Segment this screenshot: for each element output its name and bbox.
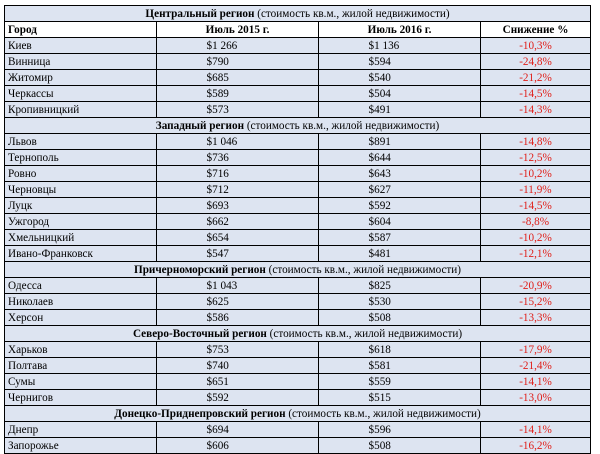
table-row — [5, 390, 591, 406]
price-2016-cell — [319, 182, 481, 198]
region-name: Причерноморский регион — [134, 263, 266, 276]
region-name: Донецко-Приднепровский регион — [114, 407, 286, 420]
price-2015-cell — [157, 374, 319, 390]
decrease-cell: -10,2% — [481, 230, 591, 246]
price-2015: $693 — [206, 199, 229, 212]
city-cell: Черкассы — [5, 86, 157, 102]
decrease-cell: -12,5% — [481, 150, 591, 166]
price-2016: $643 — [368, 167, 391, 180]
city-cell: Черновцы — [5, 182, 157, 198]
city-cell: Одесса — [5, 278, 157, 294]
price-2016: $587 — [368, 231, 391, 244]
price-2016-cell — [319, 294, 481, 310]
price-2016-cell — [319, 150, 481, 166]
price-2016: $559 — [368, 375, 391, 388]
price-2015-cell — [157, 358, 319, 374]
decrease-cell: -13,0% — [481, 390, 591, 406]
city-cell: Ивано-Франковск — [5, 246, 157, 262]
price-2015: $654 — [206, 231, 229, 244]
decrease-cell: -14,3% — [481, 102, 591, 118]
region-title-cell — [5, 406, 591, 422]
region-name: Северо-Восточный регион — [132, 327, 267, 340]
price-2016: $644 — [368, 151, 391, 164]
price-2016-cell — [319, 134, 481, 150]
decrease-cell: -10,3% — [481, 38, 591, 54]
price-2016: $508 — [368, 439, 391, 452]
price-2015-cell — [157, 38, 319, 54]
city-cell: Запорожье — [5, 438, 157, 454]
region-note: (стоимость кв.м., жилой недвижимости) — [266, 327, 463, 340]
table-row — [5, 438, 591, 454]
price-2015-cell — [157, 438, 319, 454]
price-2015-cell — [157, 246, 319, 262]
region-title-cell — [5, 262, 591, 278]
price-2016-cell — [319, 166, 481, 182]
decrease-cell: -14,1% — [481, 374, 591, 390]
decrease-cell: -10,2% — [481, 166, 591, 182]
table-row — [5, 310, 591, 326]
city-cell: Хмельницкий — [5, 230, 157, 246]
decrease-cell: -12,1% — [481, 246, 591, 262]
table-row — [5, 358, 591, 374]
price-2015: $606 — [206, 439, 229, 452]
region-name: Западный регион — [155, 119, 245, 132]
decrease-cell: -13,3% — [481, 310, 591, 326]
city-cell: Житомир — [5, 70, 157, 86]
city-cell: Полтава — [5, 358, 157, 374]
price-2015: $1 266 — [206, 39, 238, 52]
decrease-cell: -20,9% — [481, 278, 591, 294]
price-2015-cell — [157, 390, 319, 406]
price-2015-cell — [157, 70, 319, 86]
price-2016: $594 — [368, 55, 391, 68]
price-2016: $618 — [368, 343, 391, 356]
price-2015: $685 — [206, 71, 229, 84]
region-title-row — [5, 6, 591, 22]
price-2015-cell — [157, 134, 319, 150]
table-row — [5, 166, 591, 182]
price-2016: $515 — [368, 391, 391, 404]
table-row — [5, 150, 591, 166]
price-table — [4, 5, 591, 454]
table-row — [5, 102, 591, 118]
price-2015: $662 — [206, 215, 229, 228]
price-2015-cell — [157, 342, 319, 358]
decrease-cell: -16,2% — [481, 438, 591, 454]
city-cell: Кропивницкий — [5, 102, 157, 118]
table-row — [5, 214, 591, 230]
price-2016-cell — [319, 54, 481, 70]
region-note: (стоимость кв.м., жилой недвижимости) — [285, 407, 481, 420]
price-2015: $651 — [206, 375, 229, 388]
price-2015-cell — [157, 86, 319, 102]
decrease-cell: -11,9% — [481, 182, 591, 198]
price-2016-cell — [319, 86, 481, 102]
price-2015: $753 — [206, 343, 229, 356]
price-2016-cell — [319, 38, 481, 54]
decrease-cell: -24,8% — [481, 54, 591, 70]
price-2015: $790 — [206, 55, 229, 68]
price-2015-cell — [157, 278, 319, 294]
price-2016-cell — [319, 198, 481, 214]
price-2015: $740 — [206, 359, 229, 372]
city-cell: Тернополь — [5, 150, 157, 166]
city-cell: Николаев — [5, 294, 157, 310]
price-2015: $547 — [206, 247, 229, 260]
price-2015: $1 043 — [206, 279, 238, 292]
city-cell: Винница — [5, 54, 157, 70]
price-2015-cell — [157, 182, 319, 198]
price-2016-cell — [319, 246, 481, 262]
price-2015-cell — [157, 198, 319, 214]
price-2015: $589 — [206, 87, 229, 100]
price-2015: $592 — [206, 391, 229, 404]
region-title-cell — [5, 6, 591, 22]
header-july-2016: Июль 2016 г. — [319, 22, 481, 38]
city-cell: Киев — [5, 38, 157, 54]
price-2016-cell — [319, 310, 481, 326]
table-row — [5, 38, 591, 54]
region-title-row — [5, 118, 591, 134]
table-row — [5, 230, 591, 246]
decrease-cell: -8,8% — [481, 214, 591, 230]
decrease-cell: -21,4% — [481, 358, 591, 374]
price-2016: $825 — [368, 279, 391, 292]
city-cell: Сумы — [5, 374, 157, 390]
decrease-cell: -14,8% — [481, 134, 591, 150]
decrease-cell: -17,9% — [481, 342, 591, 358]
table-row — [5, 342, 591, 358]
price-2015-cell — [157, 230, 319, 246]
decrease-cell: -14,5% — [481, 198, 591, 214]
city-cell: Херсон — [5, 310, 157, 326]
price-2016-cell — [319, 342, 481, 358]
price-2016: $504 — [368, 87, 391, 100]
price-2016-cell — [319, 438, 481, 454]
price-2016: $540 — [368, 71, 391, 84]
table-row — [5, 54, 591, 70]
table-row — [5, 374, 591, 390]
price-2015-cell — [157, 310, 319, 326]
region-title-cell — [5, 118, 591, 134]
price-2016: $627 — [368, 183, 391, 196]
column-header-row — [5, 22, 591, 38]
price-2016: $530 — [368, 295, 391, 308]
header-decrease: Снижение % — [481, 22, 591, 38]
price-2015: $1 046 — [206, 135, 238, 148]
price-2015: $625 — [206, 295, 229, 308]
region-title-row — [5, 326, 591, 342]
decrease-cell: -15,2% — [481, 294, 591, 310]
price-2015-cell — [157, 214, 319, 230]
table-row — [5, 278, 591, 294]
region-note: (стоимость кв.м., жилой недвижимости) — [265, 263, 462, 276]
city-cell: Харьков — [5, 342, 157, 358]
price-2016-cell — [319, 230, 481, 246]
price-2016: $508 — [368, 311, 391, 324]
region-title-cell — [5, 326, 591, 342]
city-cell: Чернигов — [5, 390, 157, 406]
price-2016-cell — [319, 358, 481, 374]
price-2015: $712 — [206, 183, 229, 196]
price-2016-cell — [319, 278, 481, 294]
price-2016: $596 — [368, 423, 391, 436]
table-row — [5, 182, 591, 198]
price-2016-cell — [319, 102, 481, 118]
region-name: Центральный регион — [145, 7, 255, 20]
table-row — [5, 70, 591, 86]
price-2015: $736 — [206, 151, 229, 164]
decrease-cell: -21,2% — [481, 70, 591, 86]
price-2015: $586 — [206, 311, 229, 324]
price-2015-cell — [157, 54, 319, 70]
price-2015-cell — [157, 166, 319, 182]
header-city: Город — [5, 22, 157, 38]
price-2016-cell — [319, 374, 481, 390]
region-note: (стоимость кв.м., жилой недвижимости) — [244, 119, 440, 132]
price-2015: $694 — [206, 423, 229, 436]
city-cell: Днепр — [5, 422, 157, 438]
region-title-row — [5, 262, 591, 278]
price-2016: $1 136 — [368, 39, 400, 52]
table-row — [5, 294, 591, 310]
price-2016-cell — [319, 70, 481, 86]
price-2016: $592 — [368, 199, 391, 212]
price-2016: $581 — [368, 359, 391, 372]
region-title-row — [5, 406, 591, 422]
city-cell: Ужгород — [5, 214, 157, 230]
price-2015-cell — [157, 294, 319, 310]
header-july-2015: Июль 2015 г. — [157, 22, 319, 38]
price-2016: $604 — [368, 215, 391, 228]
price-2015: $716 — [206, 167, 229, 180]
price-table-body — [5, 6, 591, 454]
decrease-cell: -14,1% — [481, 422, 591, 438]
table-row — [5, 198, 591, 214]
price-2015: $573 — [206, 103, 229, 116]
decrease-cell: -14,5% — [481, 86, 591, 102]
price-2015-cell — [157, 102, 319, 118]
price-2016: $891 — [368, 135, 391, 148]
table-row — [5, 86, 591, 102]
city-cell: Ровно — [5, 166, 157, 182]
price-2016: $481 — [368, 247, 391, 260]
city-cell: Луцк — [5, 198, 157, 214]
region-note: (стоимость кв.м., жилой недвижимости) — [254, 7, 450, 20]
price-2016-cell — [319, 390, 481, 406]
price-2016: $491 — [368, 103, 391, 116]
city-cell: Львов — [5, 134, 157, 150]
table-row — [5, 246, 591, 262]
price-2015-cell — [157, 150, 319, 166]
price-2016-cell — [319, 214, 481, 230]
table-row — [5, 134, 591, 150]
